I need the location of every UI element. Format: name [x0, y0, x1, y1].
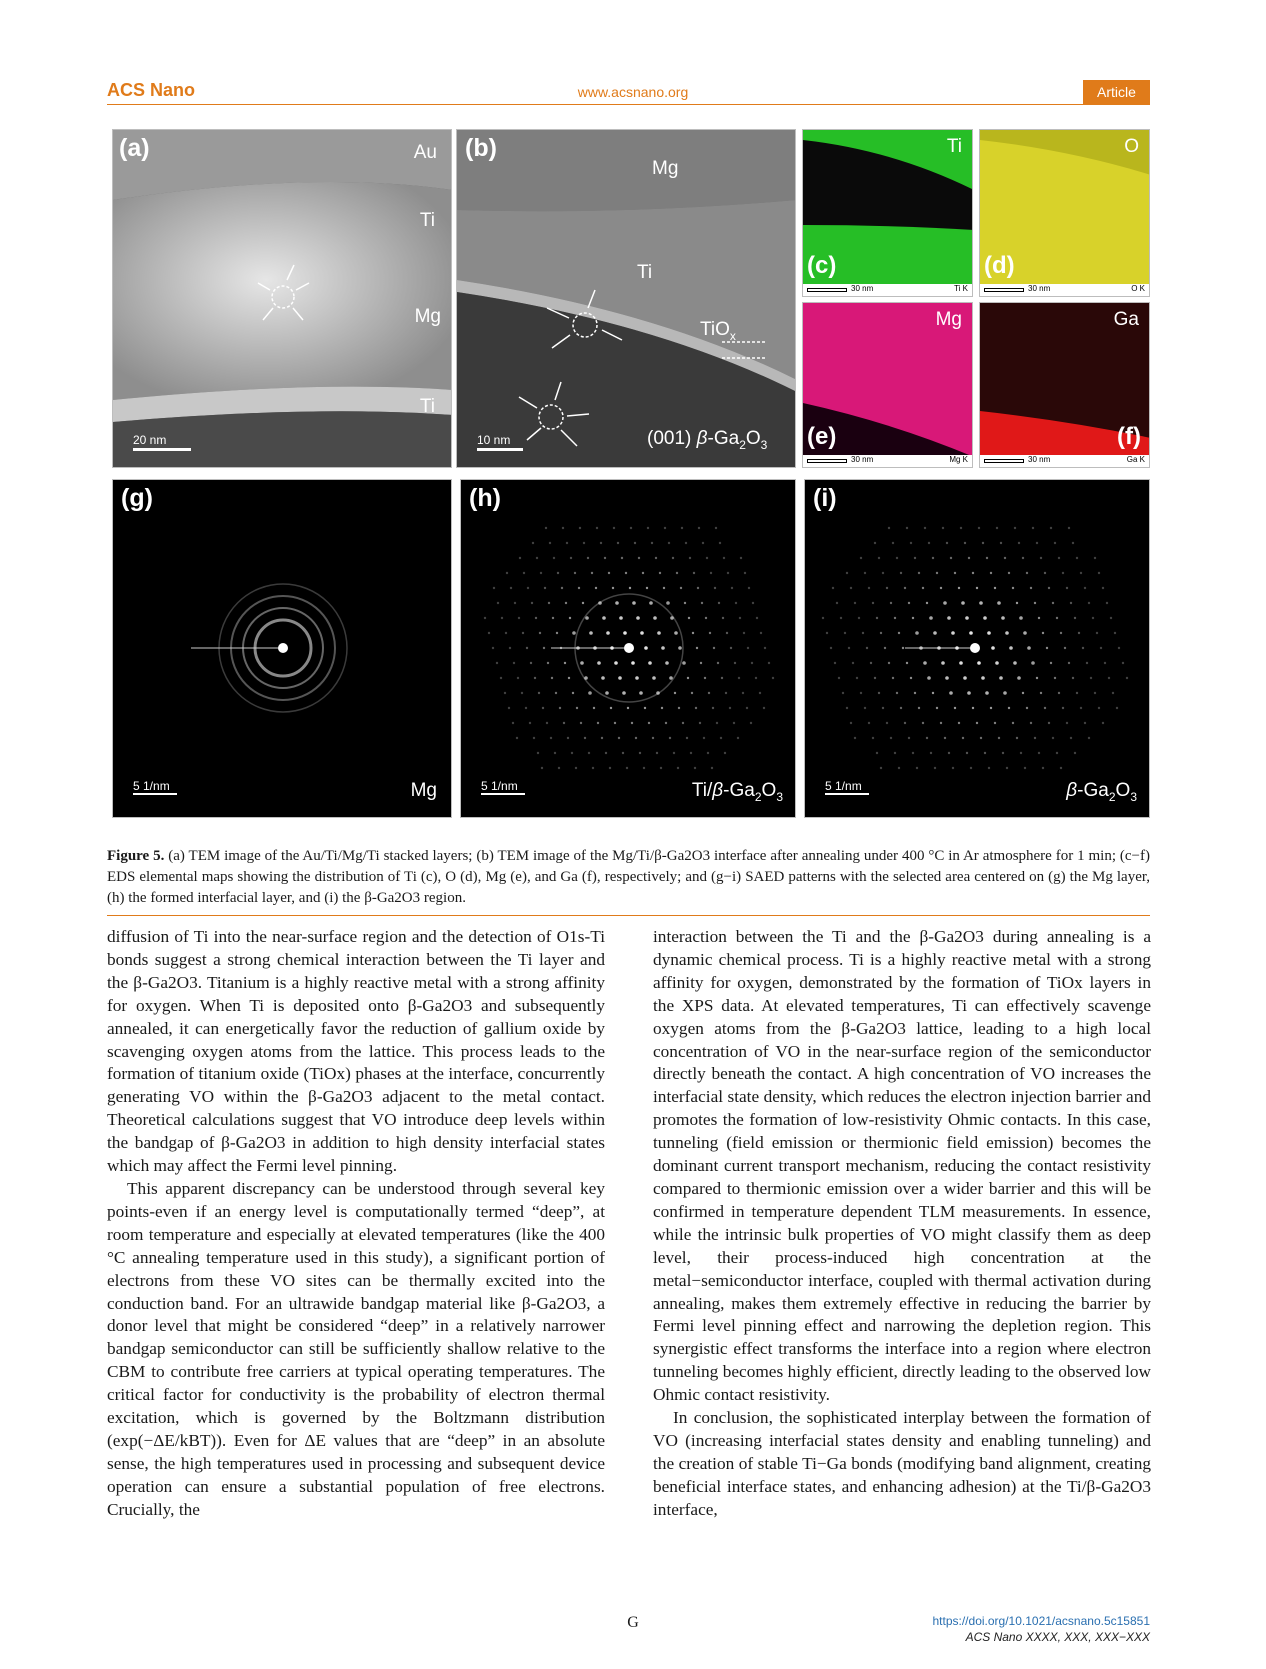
panel-a-tem: [112, 129, 452, 468]
scale-bar: [133, 448, 191, 451]
panel-label: (b): [465, 134, 497, 162]
panel-f-eds-ga: [979, 302, 1150, 468]
scale-bar: [481, 793, 525, 795]
scale-bar: [477, 448, 523, 451]
layer-label-mg: Mg: [414, 306, 441, 327]
layer-label-ti: Ti: [637, 262, 653, 283]
panel-e-eds-mg: [802, 302, 973, 468]
scale-label: 10 nm: [477, 433, 511, 447]
caption-rule: [107, 915, 1150, 916]
eds-footer: 30 nm Ga K: [980, 455, 1149, 467]
caption-label: Figure 5.: [107, 848, 165, 864]
scale-label: 5 1/nm: [481, 779, 518, 793]
element-label: Mg: [935, 309, 962, 330]
panel-b-image: [457, 130, 796, 468]
panel-c-eds-ti: [802, 129, 973, 297]
scale-bar: [825, 793, 869, 795]
panel-label: (c): [807, 252, 837, 279]
body-column-left: [107, 926, 605, 1522]
panel-b-tem: [456, 129, 796, 468]
journal-url[interactable]: www.acsnano.org: [577, 84, 689, 100]
saed-spots: [461, 480, 796, 818]
scale-label: 20 nm: [133, 433, 167, 447]
saed-spots: [805, 480, 1150, 818]
doi-link[interactable]: https://doi.org/10.1021/acsnano.5c15851: [932, 1614, 1150, 1628]
element-label: Ga: [1113, 309, 1139, 330]
layer-label-ti-bottom: Ti: [419, 396, 435, 417]
body-column-right: [653, 926, 1151, 1522]
panel-i-saed: [804, 479, 1150, 818]
panel-a-image: [113, 130, 452, 468]
page-number: G: [627, 1614, 639, 1631]
scale-bar: [133, 793, 177, 795]
paragraph: This apparent discrepancy can be understood through several key points-even if an energy level is computationally termed “deep”, at room temperature and especially at elevated temperatures (like the 400 °C annealing temperature used in this study), a significant portion of electrons from these VO sites can be thermally excited into the conduction band. For an ultrawide bandgap material like β-Ga2O3, a donor level that might be considered “deep” in a relatively narrower bandgap semiconductor can still be sufficiently shallow relative to the CBM to contribute free carriers at typical operating temperatures. The critical factor for conductivity is the probability of electron thermal excitation, which is governed by the Boltzmann distribution (exp(−ΔE/kBT)). Even for ΔE values that are “deep” in an absolute sense, the high temperatures used in processing and subsequent device operation can ensure a substantial population of free electrons. Crucially, the: [107, 1178, 605, 1519]
panel-h-saed: [460, 479, 796, 818]
eds-footer: 30 nm Mg K: [803, 455, 972, 467]
figure-caption: [107, 846, 1150, 909]
scale-label: 5 1/nm: [825, 779, 862, 793]
element-label: Ti: [946, 136, 962, 157]
article-badge: Article: [1083, 80, 1150, 104]
journal-name: ACS Nano: [107, 80, 196, 100]
region-label: $\beta-Ga_2O_3$: [1066, 780, 1137, 804]
element-label: O: [1124, 136, 1139, 157]
region-label: $Ti/\beta-Ga_2O_3$: [691, 780, 783, 804]
region-label: (001) $\beta-Ga_2O_3$: [647, 428, 768, 452]
eds-footer: 30 nm Ti K: [803, 284, 972, 296]
tiox-label: TiO$_x$: [700, 319, 736, 343]
panel-label: (i): [813, 484, 837, 512]
panel-label: (d): [984, 252, 1015, 279]
scale-label: 5 1/nm: [133, 779, 170, 793]
saed-rings: [113, 480, 452, 818]
panel-label: (a): [119, 134, 150, 162]
panel-label: (g): [121, 484, 153, 512]
paragraph: In conclusion, the sophisticated interplay between the formation of VO (increasing interfacial states density and enabling tunneling) and the creation of stable Ti−Ga bonds (modifying band alignment, creating beneficial interface states, and enhancing adhesion) at the Ti/β-Ga2O3 interface,: [653, 1408, 1151, 1519]
layer-label-ti-top: Ti: [419, 210, 435, 231]
layer-label-au: Au: [413, 142, 437, 163]
panel-label: (f): [1117, 423, 1141, 450]
paragraph: interaction between the Ti and the β-Ga2O3 during annealing is a dynamic chemical process. Ti is a highly reactive metal with a strong affinity for oxygen, demonstrated by the formation of TiOx layers in the XPS data. At elevated temperatures, Ti can effectively scavenge oxygen atoms from the β-Ga2O3 lattice, leading to a high local concentration of VO in the near-surface region of the semiconductor directly beneath the contact. A high concentration of VO increases the interfacial state density, which reduces the electron injection barrier and promotes the formation of low-resistivity Ohmic contacts. In this case, tunneling (field emission or thermionic field emission) becomes the dominant current transport mechanism, reducing the contact resistivity compared to thermionic emission over a wider barrier and this will be confirmed in temperature dependent TLM measurements. In essence, while the intrinsic bulk properties of VO might classify them as deep level, their process-induced high concentration at the metal−semiconductor interface, coupled with thermal activation during annealing, makes them extremely effective in reducing the barrier by Fermi level pinning effect and narrowing the depletion region. This synergistic effect transforms the interface into a region where electron tunneling becomes highly efficient, directly leading to the observed low Ohmic contact resistivity.: [653, 927, 1151, 1405]
layer-label-mg: Mg: [652, 158, 679, 179]
caption-text: (a) TEM image of the Au/Ti/Mg/Ti stacked layers; (b) TEM image of the Mg/Ti/β-Ga2O3 interface after annealing under 400 °C in Ar atmosphere for 1 min; (c−f) EDS elemental maps showing the distribution of Ti (c), O (d), Mg (e), and Ga (f), respectively; and (g−i) SAED patterns with the selected area centered on (g) the Mg layer, (h) the formed interfacial layer, and (i) the β-Ga2O3 region.: [107, 848, 1151, 906]
region-label: Mg: [410, 780, 437, 801]
paragraph: diffusion of Ti into the near-surface region and the detection of O1s-Ti bonds suggest a strong chemical interaction between the Ti layer and the β-Ga2O3. Titanium is a highly reactive metal with a strong affinity for oxygen. When Ti is deposited onto β-Ga2O3 and subsequently annealed, it can energetically favor the reduction of gallium oxide by scavenging oxygen atoms from the lattice. This process leads to the formation of titanium oxide (TiOx) phases at the interface, concurrently generating VO within the β-Ga2O3 adjacent to the metal contact. Theoretical calculations suggest that VO introduce deep levels within the bandgap of β-Ga2O3 in addition to high density interfacial states which may affect the Fermi level pinning.: [107, 927, 605, 1176]
panel-label: (e): [807, 423, 837, 450]
panel-label: (h): [469, 484, 501, 512]
panel-g-saed: [112, 479, 452, 818]
citation-line: ACS Nano XXXX, XXX, XXX−XXX: [965, 1630, 1150, 1644]
panel-d-eds-o: [979, 129, 1150, 297]
eds-footer: 30 nm O K: [980, 284, 1149, 296]
